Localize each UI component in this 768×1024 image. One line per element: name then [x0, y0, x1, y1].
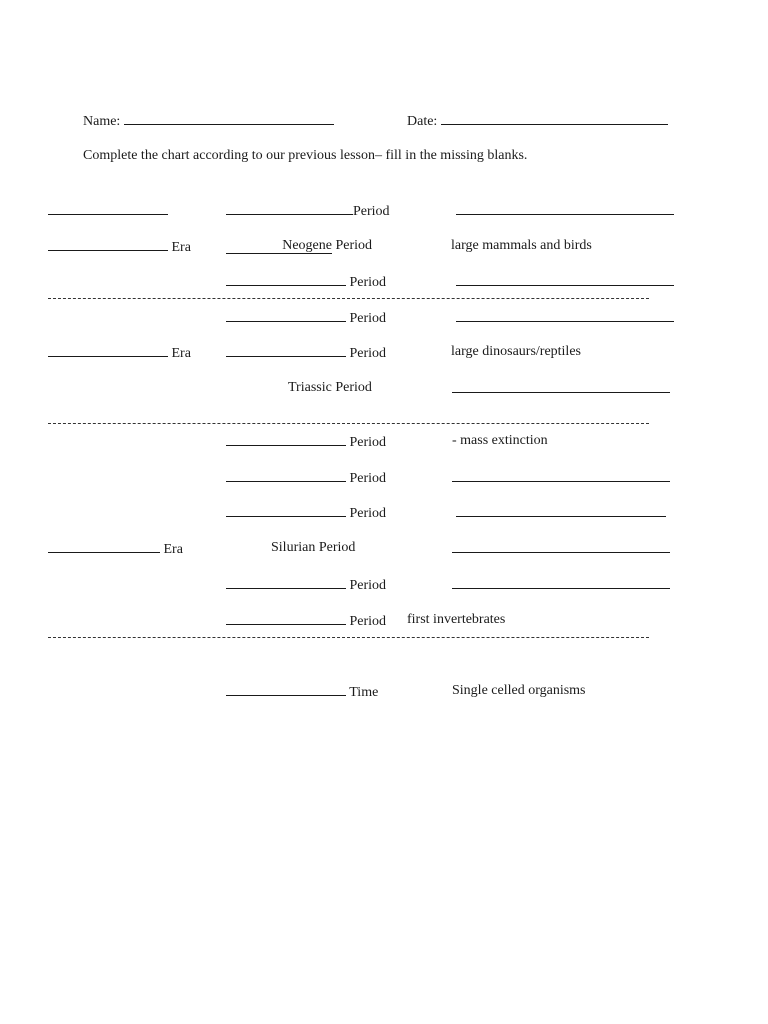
blank[interactable] [48, 202, 168, 215]
triassic-text: Triassic Period [288, 380, 372, 395]
blank[interactable] [226, 344, 346, 357]
single-celled-text: Single celled organisms [452, 683, 586, 698]
blank[interactable] [452, 469, 670, 482]
mammals-text: large mammals and birds [451, 238, 592, 253]
era-row-1 [48, 238, 191, 256]
blank[interactable] [456, 273, 674, 286]
period-row-5 [226, 344, 386, 362]
era-row-3 [48, 540, 183, 558]
blank[interactable] [226, 202, 353, 215]
dinosaurs-text: large dinosaurs/reptiles [451, 344, 581, 359]
period-label: Period [349, 311, 387, 326]
desc-blank-9 [456, 504, 666, 522]
desc-blank-4 [456, 309, 674, 327]
desc-blank-1 [456, 202, 674, 220]
section-divider [48, 298, 649, 299]
period-row-9 [226, 504, 386, 522]
blank[interactable] [226, 273, 346, 286]
desc-blank-8 [452, 469, 670, 487]
time-row [226, 683, 378, 701]
desc-blank-11 [452, 576, 670, 594]
section-divider [48, 637, 649, 638]
period-row-neogene [226, 238, 372, 254]
period-row-7 [226, 433, 386, 451]
period-label: Period [349, 506, 387, 521]
blank[interactable] [456, 202, 674, 215]
period-row-4 [226, 309, 386, 327]
neogene-answer: Neogene [226, 239, 332, 254]
era-label: Era [171, 346, 191, 361]
period-label: Period [349, 614, 387, 629]
period-label: Period [349, 275, 387, 290]
blank[interactable] [226, 576, 346, 589]
blank[interactable] [452, 380, 670, 393]
instructions-text: Complete the chart according to our previous lesson– fill in the missing blanks. [83, 148, 528, 163]
period-row-3 [226, 273, 386, 291]
desc-blank-3 [456, 273, 674, 291]
blank[interactable] [226, 504, 346, 517]
period-label: Period [335, 238, 373, 253]
name-field [83, 112, 334, 130]
time-label: Time [349, 685, 379, 700]
desc-blank-10 [452, 540, 670, 558]
blank[interactable] [456, 309, 674, 322]
name-blank[interactable] [124, 112, 334, 125]
section-divider [48, 423, 649, 424]
period-label: Period [349, 346, 387, 361]
period-row-12 [226, 612, 386, 630]
blank[interactable] [452, 576, 670, 589]
blank[interactable] [226, 309, 346, 322]
period-label: Period [349, 435, 387, 450]
era-row-2 [48, 344, 191, 362]
date-blank[interactable] [441, 112, 668, 125]
name-label: Name: [83, 114, 121, 129]
first-invertebrates-text: first invertebrates [407, 612, 506, 627]
blank[interactable] [456, 504, 666, 517]
era-blank-1 [48, 202, 168, 220]
period-label: Period [349, 578, 387, 593]
desc-blank-6 [452, 380, 670, 398]
blank[interactable] [226, 683, 346, 696]
period-label: Period [353, 204, 390, 219]
blank[interactable] [48, 540, 160, 553]
period-row-1 [226, 202, 390, 220]
blank[interactable] [452, 540, 670, 553]
blank[interactable] [226, 433, 346, 446]
blank[interactable] [226, 469, 346, 482]
mass-extinction-text: - mass extinction [452, 433, 548, 448]
blank[interactable] [48, 238, 168, 251]
period-row-11 [226, 576, 386, 594]
period-label: Period [349, 471, 387, 486]
period-row-8 [226, 469, 386, 487]
silurian-text: Silurian Period [271, 540, 356, 555]
date-field [407, 112, 668, 130]
era-label: Era [171, 240, 191, 255]
blank[interactable] [48, 344, 168, 357]
blank[interactable] [226, 612, 346, 625]
era-label: Era [163, 542, 183, 557]
date-label: Date: [407, 114, 438, 129]
